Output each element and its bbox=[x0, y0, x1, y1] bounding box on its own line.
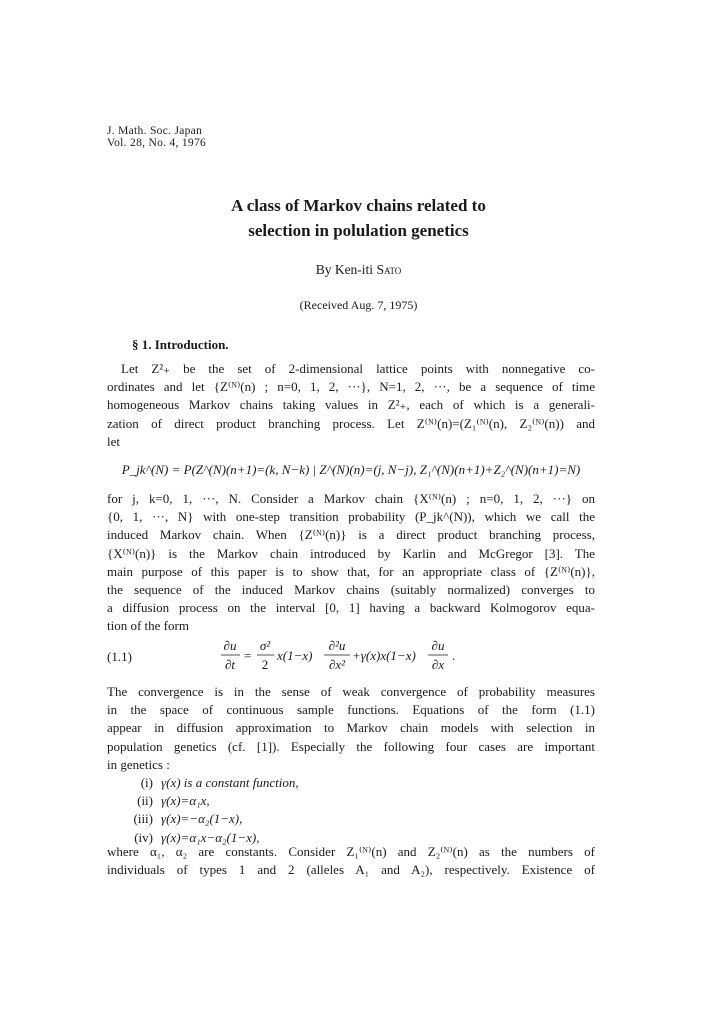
case-label: (iii) bbox=[133, 811, 153, 827]
equation-number: (1.1) bbox=[107, 649, 132, 664]
journal-line-2: Vol. 28, No. 4, 1976 bbox=[107, 137, 207, 149]
para2-line: induced Markov chain. When {Z⁽ᴺ⁾(n)} is a direct product branching process, bbox=[107, 527, 595, 543]
case-label: (iv) bbox=[134, 829, 153, 845]
para3-line: population genetics (cf. [1]). Especially the following four cases are important bbox=[107, 738, 595, 754]
case-text: γ(x)=−α₂(1−x), bbox=[161, 811, 243, 827]
svg-text:=: = bbox=[244, 648, 252, 663]
para3-line: appear in diffusion approximation to Markov chain models with selection in bbox=[107, 720, 595, 736]
para3-line: in the space of continuous sample functions. Equations of the form (1.1) bbox=[107, 702, 595, 718]
eq-coef-denominator: 2 bbox=[261, 657, 269, 672]
para3-line: The convergence is in the sense of weak convergence of probability measures bbox=[107, 684, 595, 699]
list-item bbox=[119, 774, 299, 792]
title-line-2: selection in polulation genetics bbox=[248, 221, 469, 240]
para1-line: ordinates and let {Z⁽ᴺ⁾(n) ; n=0, 1, 2, ···}, N=1, 2, ···, be a sequence of time bbox=[107, 379, 595, 395]
para4-line: where α₁, α₂ are constants. Consider Z₁⁽ᴺ⁾(n) and Z₂⁽ᴺ⁾(n) as the numbers of bbox=[107, 844, 595, 859]
case-label: (i) bbox=[140, 775, 153, 790]
case-text: γ(x)=α₁x, bbox=[161, 793, 210, 809]
eq-second-derivative-numerator: ∂²u bbox=[328, 638, 346, 653]
case-text: γ(x) is a constant function, bbox=[161, 775, 299, 790]
list-item bbox=[119, 810, 299, 828]
genetics-cases-list bbox=[119, 774, 299, 847]
para2-line: tion of the form bbox=[107, 618, 189, 634]
equation-1-1 bbox=[218, 636, 458, 678]
para1-line: zation of direct product branching process. Let Z⁽ᴺ⁾(n)=(Z₁⁽ᴺ⁾(n), Z₂⁽ᴺ⁾(n)) and bbox=[107, 415, 595, 431]
eq-lhs-numerator: ∂u bbox=[223, 638, 237, 653]
equation-transition-probability: P_jk^(N) = P(Z^(N)(n+1)=(k, N−k) | Z^(N)(n)=(j, N−j), Z₁^(N)(n+1)+Z₂^(N)(n+1)=N) bbox=[121, 462, 581, 477]
eq-second-derivative-denominator: ∂x² bbox=[328, 657, 346, 672]
para3-line: in genetics : bbox=[107, 756, 170, 772]
paragraph-2 bbox=[107, 490, 595, 636]
author-surname: Sato bbox=[376, 262, 402, 277]
para2-line: {X⁽ᴺ⁾(n)} is the Markov chain introduced by Karlin and McGregor [3]. The bbox=[107, 545, 595, 561]
paragraph-4 bbox=[107, 843, 595, 879]
eq-term-1: x(1−x) bbox=[277, 648, 313, 663]
journal-line-1: J. Math. Soc. Japan bbox=[107, 125, 203, 137]
eq-term-2: +γ(x)x(1−x) bbox=[352, 648, 416, 663]
para2-line: main purpose of this paper is to show that, for an appropriate class of {Z⁽ᴺ⁾(n)}, bbox=[107, 563, 595, 579]
para1-line: Let Z²₊ be the set of 2-dimensional lattice points with nonnegative co- bbox=[121, 361, 595, 376]
eq-lhs-denominator: ∂t bbox=[224, 657, 236, 672]
list-item bbox=[119, 792, 299, 810]
paragraph-1 bbox=[107, 360, 595, 451]
author-line bbox=[0, 262, 717, 278]
eq-first-derivative-numerator: ∂u bbox=[431, 638, 445, 653]
para2-line: for j, k=0, 1, ···, N. Consider a Markov chain {X⁽ᴺ⁾(n) ; n=0, 1, 2, ···} on bbox=[107, 491, 595, 506]
eq-coef-numerator: σ² bbox=[259, 638, 271, 653]
para2-line: the sequence of the induced Markov chains (suitably normalized) converges to bbox=[107, 581, 595, 597]
received-date: (Received Aug. 7, 1975) bbox=[299, 298, 418, 312]
case-text: γ(x)=α₁x−α₂(1−x), bbox=[161, 829, 260, 845]
case-label: (ii) bbox=[137, 793, 153, 809]
eq-first-derivative-denominator: ∂x bbox=[431, 657, 445, 672]
eq-end: . bbox=[452, 648, 456, 663]
para2-line: {0, 1, ···, N} with one-step transition probability (P_jk^(N)), which we call the bbox=[107, 509, 595, 525]
journal-citation bbox=[107, 125, 206, 149]
para1-line: homogeneous Markov chains taking values in Z²₊, each of which is a generali- bbox=[107, 397, 595, 413]
paper-title bbox=[0, 193, 717, 243]
author-prefix: By Ken-iti bbox=[315, 262, 374, 277]
para2-line: a diffusion process on the interval [0, 1] having a backward Kolmogorov equa- bbox=[107, 600, 595, 616]
paragraph-3 bbox=[107, 683, 595, 774]
section-heading: § 1. Introduction. bbox=[132, 337, 229, 352]
para4-line: individuals of types 1 and 2 (alleles A₁ and A₂), respectively. Existence of bbox=[107, 862, 595, 878]
para1-line: let bbox=[107, 433, 120, 449]
title-line-1: A class of Markov chains related to bbox=[231, 196, 486, 215]
